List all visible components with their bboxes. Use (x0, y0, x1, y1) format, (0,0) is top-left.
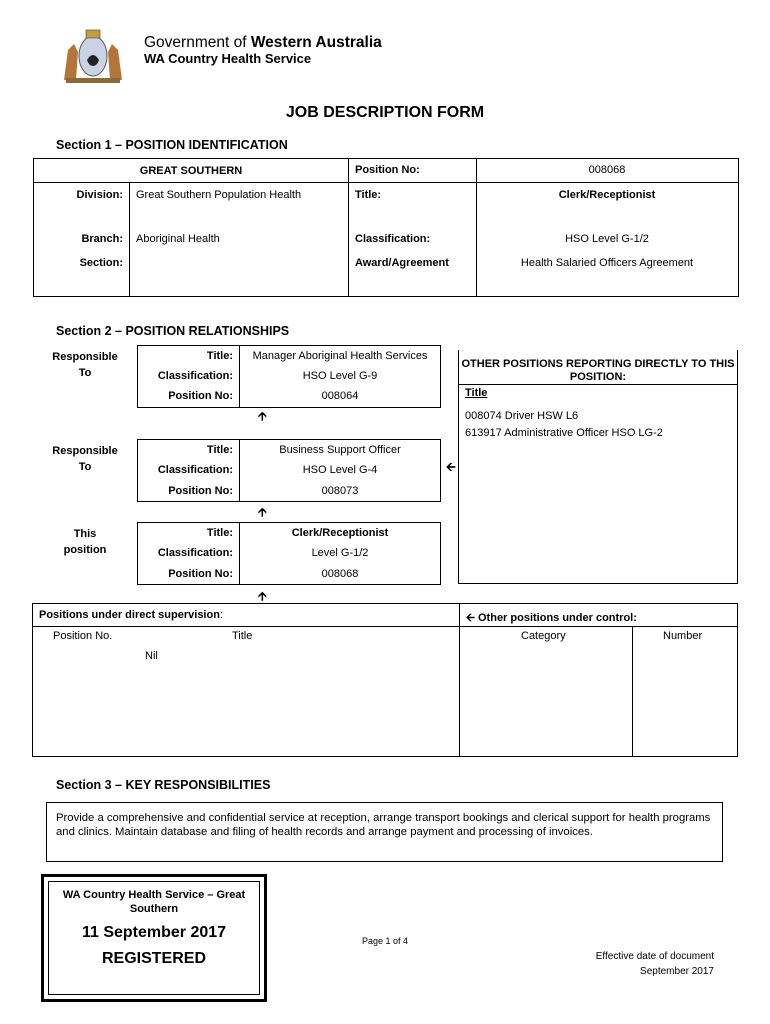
box-title-value: Business Support Officer (279, 444, 401, 456)
box-classification-value: Level G-1/2 (311, 547, 369, 559)
number-column: Number (663, 630, 703, 642)
nil-value: Nil (145, 650, 158, 662)
support-officer-position-box (137, 439, 441, 502)
box-position-no-value: 008068 (321, 568, 359, 580)
arrow-left-icon: 🡨 (446, 460, 456, 474)
box-position-no-label: Position No: (168, 390, 233, 402)
government-heading: Government of Western Australia (144, 34, 382, 51)
under-supervision-label: Positions under direct supervision: (39, 609, 223, 621)
arrow-up-icon: 🡩 (258, 589, 267, 603)
branch-value: Aboriginal Health (136, 233, 220, 245)
box-classification-label: Classification: (157, 464, 233, 476)
section1-heading: Section 1 – POSITION IDENTIFICATION (56, 138, 288, 152)
effective-date-label: Effective date of document (595, 951, 714, 962)
responsible-to-label: Responsible To (52, 351, 118, 379)
section-label: Section: (79, 257, 123, 269)
other-position-item: 613917 Administrative Officer HSO LG-2 (465, 427, 663, 439)
box-classification-label: Classification: (157, 370, 233, 382)
box-title-label: Title: (206, 527, 233, 539)
responsible-to-label: Responsible To (52, 445, 118, 473)
manager-position-box (137, 345, 441, 408)
arrow-up-icon: 🡩 (258, 505, 267, 519)
box-position-no-value: 008064 (321, 390, 359, 402)
category-column: Category (521, 630, 566, 642)
box-title-value: Manager Aboriginal Health Services (252, 350, 428, 362)
award-value: Health Salaried Officers Agreement (520, 257, 694, 269)
this-position-label: This position (63, 528, 107, 556)
position-no-column: Position No. (53, 630, 113, 642)
box-title-label: Title: (206, 444, 233, 456)
box-title-value: Clerk/Receptionist (291, 527, 389, 539)
division-value: Great Southern Population Health (136, 189, 302, 201)
wa-crest-logo (56, 26, 130, 84)
position-no-value: 008068 (588, 164, 626, 176)
region-label: GREAT SOUTHERN (139, 165, 243, 177)
classification-value: HSO Level G-1/2 (565, 233, 649, 245)
key-responsibilities-text: Provide a comprehensive and confidential service at reception, arrange transport bookings and clerical support for health programs and clinics. Maintain database and filing of health records and arrange payment and processing of invoices. (56, 812, 711, 838)
service-heading: WA Country Health Service (144, 51, 312, 66)
title-column: Title (232, 630, 253, 642)
position-identification-table (33, 158, 739, 297)
section3-heading: Section 3 – KEY RESPONSIBILITIES (56, 778, 271, 792)
position-no-label: Position No: (355, 164, 420, 176)
box-classification-label: Classification: (157, 547, 233, 559)
box-position-no-label: Position No: (168, 485, 233, 497)
section2-heading: Section 2 – POSITION RELATIONSHIPS (56, 324, 290, 338)
form-title: JOB DESCRIPTION FORM (285, 104, 485, 121)
effective-date-value: September 2017 (640, 966, 714, 977)
title-value: Clerk/Receptionist (558, 189, 656, 201)
other-positions-heading: OTHER POSITIONS REPORTING DIRECTLY TO THIS POSITION: (461, 358, 735, 383)
box-position-no-value: 008073 (321, 485, 359, 497)
other-positions-box (458, 350, 738, 584)
other-position-item: 008074 Driver HSW L6 (465, 410, 579, 422)
box-title-label: Title: (206, 350, 233, 362)
supervision-table (32, 603, 738, 757)
arrow-up-icon: 🡩 (258, 409, 267, 423)
classification-label: Classification: (355, 233, 431, 245)
stamp-organisation: WA Country Health Service – Great Southern (62, 889, 246, 915)
key-responsibilities-box (46, 802, 723, 862)
box-position-no-label: Position No: (168, 568, 233, 580)
stamp-status: REGISTERED (101, 950, 206, 967)
title-label: Title: (355, 189, 382, 201)
this-position-box (137, 522, 441, 585)
award-label: Award/Agreement (355, 257, 449, 269)
stamp-date: 11 September 2017 (81, 924, 227, 941)
division-label: Division: (76, 189, 123, 201)
page-number: Page 1 of 4 (361, 936, 409, 946)
branch-label: Branch: (81, 233, 123, 245)
other-title-column: Title (465, 387, 488, 399)
box-classification-value: HSO Level G-9 (302, 370, 378, 382)
arrow-left-icon: 🡨 (466, 612, 478, 624)
other-control-label: 🡨 Other positions under control: (466, 612, 637, 624)
box-classification-value: HSO Level G-4 (302, 464, 378, 476)
